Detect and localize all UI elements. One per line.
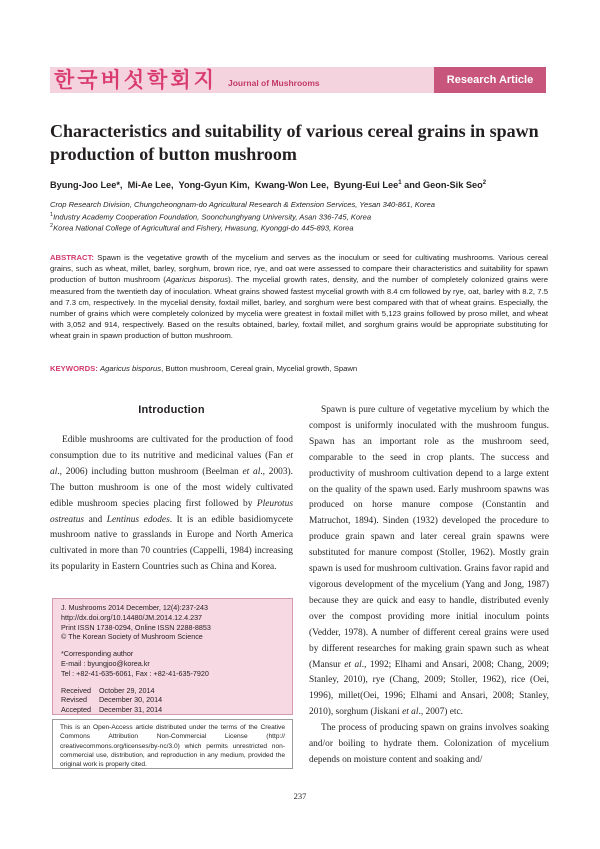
body-text: and (84, 514, 107, 525)
phone-fax: Tel : +82-41-635-6061, Fax : +82-41-635-7920 (61, 668, 209, 678)
accepted-date: Accepted December 31, 2014 (61, 705, 163, 715)
author-conjunction: and (404, 180, 421, 191)
author-name: Byung-Eui Lee (333, 180, 399, 191)
affiliation-mark: 2 (50, 223, 54, 229)
article-info-box (52, 598, 293, 715)
body-text: ., 1992; Elhami and Ansari, 2008; Chang, 2009; Stanley, 2010), rye (Chang, 2009; Stoller, 1962), rice (Oei, 1996), millet(Oei, 1996; Elhami and Ansari, 2008; Stanley, 2010), sorghum (Jiskani (309, 659, 550, 718)
body-text: ., 2003). The button mushroom is one of the most widely cultivated edible mushroom species placing first followed by (50, 466, 293, 509)
journal-title-english: Journal of Mushrooms (228, 78, 320, 88)
species-name: Agaricus bisporus (165, 275, 229, 285)
body-text: Edible mushrooms are cultivated for the production of food consumption due to its nutritive and medicinal values (Fan (50, 435, 293, 461)
author-affiliation-mark: 1 (398, 180, 402, 186)
author-list (50, 180, 550, 190)
body-paragraph (50, 433, 293, 576)
abstract-text: Spawn is the vegetative growth of the mycelium and serves as the inoculum or seed for cultivating mushrooms. Various cereal grains, such as wheat, millet, barley, sorghum, brown rice, rye, and oat were assessed to compare their characteristics and suitability for spawn production of button mushroom ( (50, 253, 548, 285)
body-text: ., 2006) including button mushroom (Beelman (57, 466, 243, 477)
keywords-label: KEYWORDS: (50, 364, 98, 373)
article-type-badge: Research Article (434, 67, 546, 93)
author-affiliation-mark: 2 (482, 180, 487, 186)
affiliation-text: Korea National College of Agricultural and Fishery, Hwasung, Kyonggi-do 445-893, Korea (53, 223, 354, 233)
affiliation-text: Crop Research Division, Chungcheongnam-do Agricultural Research & Extension Services, Yesan 340-861, Korea (50, 200, 435, 209)
author-name: Byung-Joo Lee*, (50, 180, 123, 191)
section-heading-introduction: Introduction (138, 404, 205, 416)
open-access-notice: This is an Open-Access article distributed under the terms of the Creative Commons Attribution Non-Commercial License (http:// creativecommons.org/licenses/by-nc/3.0) which permits unrestricted non-commercial use, distribution, and reproduction in any medium, provided the original work is properly cited. (52, 719, 293, 769)
abstract (50, 252, 548, 342)
author-name: Mi-Ae Lee, (127, 180, 174, 191)
author-name: Geon-Sik Seo (423, 180, 483, 191)
abstract-label: ABSTRACT: (50, 253, 94, 262)
affiliation-line (50, 199, 550, 210)
keywords-text: , Button mushroom, Cereal grain, Mycelial growth, Spawn (161, 364, 358, 373)
left-column (50, 433, 293, 576)
corresponding-author-label: *Corresponding author (61, 649, 134, 659)
et-al: et al (344, 659, 362, 670)
abstract-text: ). The mycelial growth rates, density, and the number of completely colonized grains were measured from the twentieth day of inoculation. Wheat grains showed fastest mycelial growth with 8.4 cm followed by rye, oat, barley with 8.2, 7.5 and 7.3 cm, respectively. In the mycelial density, foxtail millet, barley, and sorghum were best compared with that of wheat grains. Especially, the number of grains which were completely colonized by mycelia were greatest in foxtail millet with 5,123 grains followed by proso millet, and wheat with 3,052 and 914, respectively. Based on the results obtained, barley, foxtail millet, and sorghum grains would be appropriate substituting for wheat grain in spawn production of button mushroom. (50, 275, 548, 341)
issn: Print ISSN 1738-0294, Online ISSN 2288-8853 (61, 622, 211, 632)
author-name: Kwang-Won Lee, (254, 180, 329, 191)
affiliation-text: Industry Academy Cooperation Foundation, Soonchunghyang University, Asan 336-745, Korea (53, 212, 372, 222)
species-name: Pleurotus ostreatus (50, 498, 293, 525)
body-text: . It is an edible basidiomycete mushroom native to grasslands in Europe and North America cultivated in more than 70 countries (Cappelli, 1984) increasing its popularity in Eastern Countries such as China and Korea. (50, 514, 293, 573)
species-name: Lentinus edodes (106, 514, 170, 525)
keywords (50, 363, 548, 374)
affiliation-line (50, 221, 550, 234)
received-date: Received October 29, 2014 (61, 685, 155, 695)
author-name: Yong-Gyun Kim, (178, 180, 250, 191)
doi-link[interactable]: http://dx.doi.org/10.14480/JM.2014.12.4.237 (61, 612, 203, 622)
article-title: Characteristics and suitability of various cereal grains in spawn production of button mushroom (50, 121, 539, 164)
right-column (309, 403, 549, 769)
copyright: © The Korean Society of Mushroom Science (61, 632, 203, 642)
et-al: et al (402, 707, 419, 718)
email[interactable]: E-mail : byungjoo@korea.kr (61, 658, 150, 668)
body-text: ., 2007) etc. (418, 707, 463, 718)
affiliation-mark: 1 (50, 212, 54, 218)
revised-date: Revised December 30, 2014 (61, 695, 163, 705)
et-al: et al (50, 450, 293, 477)
citation: J. Mushrooms 2014 December, 12(4):237-243 (61, 603, 209, 612)
keyword-species: Agaricus bisporus (99, 364, 162, 373)
body-text: Spawn is pure culture of vegetative mycelium by which the compost is uniformly inoculated with the mushroom fungus. Spawn has an important role as the mushroom seed, comparable to the seed in crop plants. The success and productivity of mushroom cultivation depend to a large extent on the quality of the spawn used. Early mushroom spawns was produced on horse manure compose (Constantin and Matruchot, 1894). Sinden (1932) developed the procedure to produce grain spawn and later cereal grain spawns were substituted for manure compost (Stoller, 1962). Mostly grain spawn is used for mushroom cultivation. Grains favor rapid and vigorous development of the mycelium (Yang and Jong, 1987) because they are quick and easy to handle, distributed evenly over the compost providing more initial inoculum points (Vedder, 1978). A number of different cereal grains were used by different researches for making grain spawn such as wheat (Mansur (309, 405, 549, 670)
page-number: 237 (293, 791, 307, 801)
body-paragraph: The process of producing spawn on grains involves soaking and/or boiling to hydrate them. Colonization of mycelium depends on moisture content and soaking and/ (309, 723, 549, 765)
body-paragraph (309, 403, 549, 721)
et-al: et al (242, 466, 261, 477)
journal-title-korean: 한국버섯학회지 (54, 68, 218, 92)
